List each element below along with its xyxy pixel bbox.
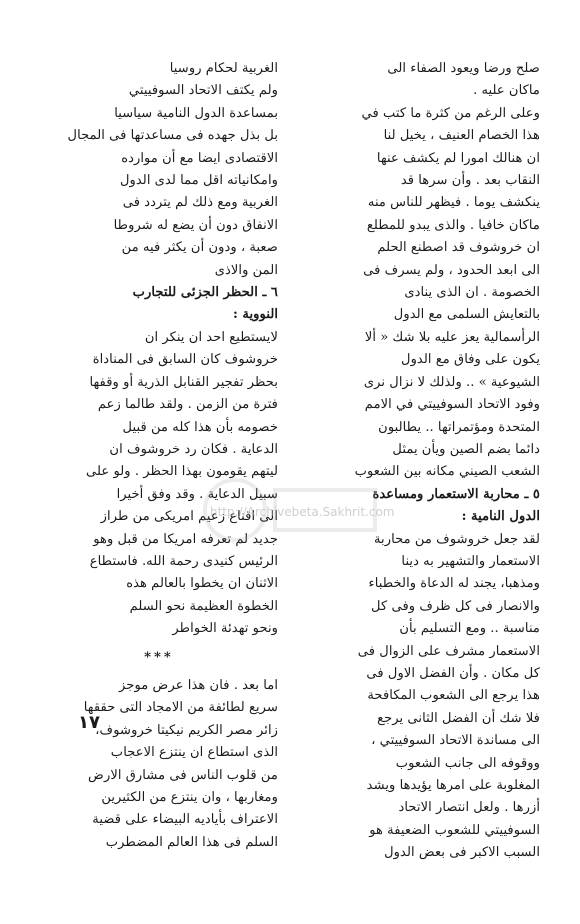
text-line: بحظر تفجير القنابل الذرية أو وقفها bbox=[89, 374, 278, 390]
text-line: صعبة ، ودون أن يكثر فيه من bbox=[121, 240, 278, 256]
watermark-url: http://Archivebeta.Sakhrit.com bbox=[210, 505, 395, 519]
text-line: ومغاربها ، وان ينتزع من الكثيرين bbox=[101, 790, 278, 805]
text-line: فترة من الزمن . ولقد طالما زعم bbox=[97, 397, 278, 413]
text-line: الاثنان ان يخطوا بالعالم هذه bbox=[126, 576, 278, 592]
text-line: الاقتصادى ايضا مع أن موارده bbox=[121, 150, 278, 166]
text-line: الى اقناع زعيم امريكى من طراز bbox=[100, 509, 278, 525]
text-line: وعلى الرغم من كثرة ما كتب في bbox=[361, 105, 540, 121]
text-line: الخصومة . ان الذى ينادى bbox=[404, 285, 540, 301]
text-line: زائر مصر الكريم نيكيتا خروشوف، bbox=[95, 722, 278, 738]
text-line: اما بعد . فان هذا عرض موجز bbox=[119, 677, 278, 693]
text-line: وامكانياته اقل مما لدى الدول bbox=[119, 173, 278, 189]
text-line: الرئيس كنيدى رحمة الله. فاستطاع bbox=[89, 553, 278, 569]
text-line: الاستعمار والتشهير به دينا bbox=[401, 553, 540, 569]
text-line: صلح ورضا ويعود الصفاء الى bbox=[387, 61, 540, 76]
text-line: الدعاية . فكان رد خروشوف ان bbox=[109, 441, 278, 457]
text-line: الغربية لحكام روسيا bbox=[169, 61, 278, 76]
text-line: السوفييتي للشعوب الضعيفة هو bbox=[369, 822, 540, 838]
text-line: المغلوبة على امرها يؤيدها ويشد bbox=[366, 778, 540, 793]
text-line: بل بذل جهده فى مساعدتها فى المجال bbox=[67, 128, 278, 144]
text-line: الخطوة العظيمة نحو السلم bbox=[129, 598, 278, 614]
text-line: خروشوف كان السابق فى المناداة bbox=[92, 352, 278, 368]
text-line: سبيل الدعاية . وقد وفق أخيرا bbox=[116, 486, 278, 502]
text-line: ماكان خافيا . والذى يبدو للمطلع bbox=[366, 217, 540, 233]
text-line: ليتهم يقومون بهذا الحظر . ولو على bbox=[86, 464, 278, 480]
section-heading: ٥ ـ محاربة الاستعمار ومساعدة bbox=[372, 486, 540, 502]
text-line: من قلوب الناس فى مشارق الارض bbox=[88, 767, 278, 783]
text-line: بمساعدة الدول النامية سياسيا bbox=[114, 105, 278, 121]
document-page bbox=[40, 58, 540, 861]
text-line: لايستطيع احد ان ينكر ان bbox=[144, 329, 278, 345]
text-line: ووقوفه الى جانب الشعوب bbox=[395, 755, 540, 771]
page-number: ١٧ bbox=[78, 712, 100, 733]
text-line: الى مساندة الاتحاد السوفييتي ، bbox=[371, 733, 540, 749]
section-heading: ٦ ـ الحظر الجزئى للتجارب bbox=[132, 285, 278, 301]
section-separator: *** bbox=[144, 649, 174, 665]
text-line: ونحو تهدئة الخواطر bbox=[172, 621, 278, 637]
text-line: الرأسمالية يعز عليه بلا شك « ألا bbox=[364, 329, 540, 345]
text-line: هذا يرجع الى الشعوب المكافحة bbox=[367, 688, 540, 704]
text-line: والانصار فى كل ظرف وفى كل bbox=[371, 598, 540, 614]
text-line: بالتعايش السلمى مع الدول bbox=[393, 307, 540, 323]
text-line: الاستعمار مشرف على الزوال فى bbox=[357, 643, 540, 659]
text-line: ولم يكتف الاتحاد السوفييتي bbox=[128, 83, 278, 99]
section-heading: الدول النامية : bbox=[461, 509, 540, 525]
text-line: الذى استطاع ان ينتزع الاعجاب bbox=[110, 745, 278, 761]
text-line: الاعتراف بأياديه البيضاء على قضية bbox=[92, 812, 278, 828]
text-line: سريع لطائفة من الامجاد التى حققها bbox=[83, 700, 278, 716]
text-line: يكون على وفاق مع الدول bbox=[400, 352, 540, 368]
text-line: جديد لم تعرفه امريكا من قبل وهو bbox=[93, 531, 278, 547]
text-line: فلا شك أن الفضل الثانى يرجع bbox=[377, 710, 540, 726]
text-line: الى ابعد الحدود ، ولم يسرف فى bbox=[363, 262, 540, 278]
text-line: كل مكان . وأن الفضل الاول فى bbox=[366, 665, 540, 681]
text-line: ان هنالك امورا لم يكشف عنها bbox=[376, 150, 540, 166]
left-column bbox=[40, 58, 278, 854]
text-line: دائما بضم الصين ويأن يمثل bbox=[392, 441, 540, 457]
text-line: لقد جعل خروشوف من محاربة bbox=[373, 531, 540, 547]
text-line: النقاب بعد . وأن سرها قد bbox=[400, 173, 540, 189]
text-line: ومذهبا، يجند له الدعاة والخطباء bbox=[368, 576, 540, 592]
text-line: ينكشف يوما . فيظهر للناس منه bbox=[367, 195, 540, 211]
text-line: مناسبة .. ومع التسليم بأن bbox=[399, 621, 540, 637]
text-line: الشعب الصيني مكانه بين الشعوب bbox=[354, 464, 540, 480]
text-line: السبب الاكبر فى بعض الدول bbox=[384, 845, 540, 861]
text-line: وفود الاتحاد السوفييتي في الامم bbox=[364, 397, 540, 413]
right-column bbox=[302, 58, 540, 865]
text-line: السلم فى هذا العالم المضطرب bbox=[105, 834, 278, 850]
text-line: المن والاذى bbox=[214, 262, 278, 278]
text-line: خصومه بأن هذا كله من قبيل bbox=[122, 419, 278, 435]
text-line: المتحدة ومؤتمراتها .. يطالبون bbox=[378, 419, 540, 435]
text-line: هذا الخصام العنيف ، يخيل لنا bbox=[383, 128, 540, 144]
text-line: ان خروشوف قد اصطنع الحلم bbox=[377, 240, 540, 256]
text-line: الانفاق دون أن يضع له شروطا bbox=[113, 217, 278, 233]
text-line: أزرها . ولعل انتصار الاتحاد bbox=[398, 800, 540, 816]
text-line: الشيوعية » .. ولذلك لا نزال نرى bbox=[363, 374, 540, 390]
text-line: ماكان عليه . bbox=[473, 83, 540, 99]
text-line: الغربية ومع ذلك لم يتردد فى bbox=[122, 195, 278, 211]
section-heading: النووية : bbox=[232, 307, 278, 323]
